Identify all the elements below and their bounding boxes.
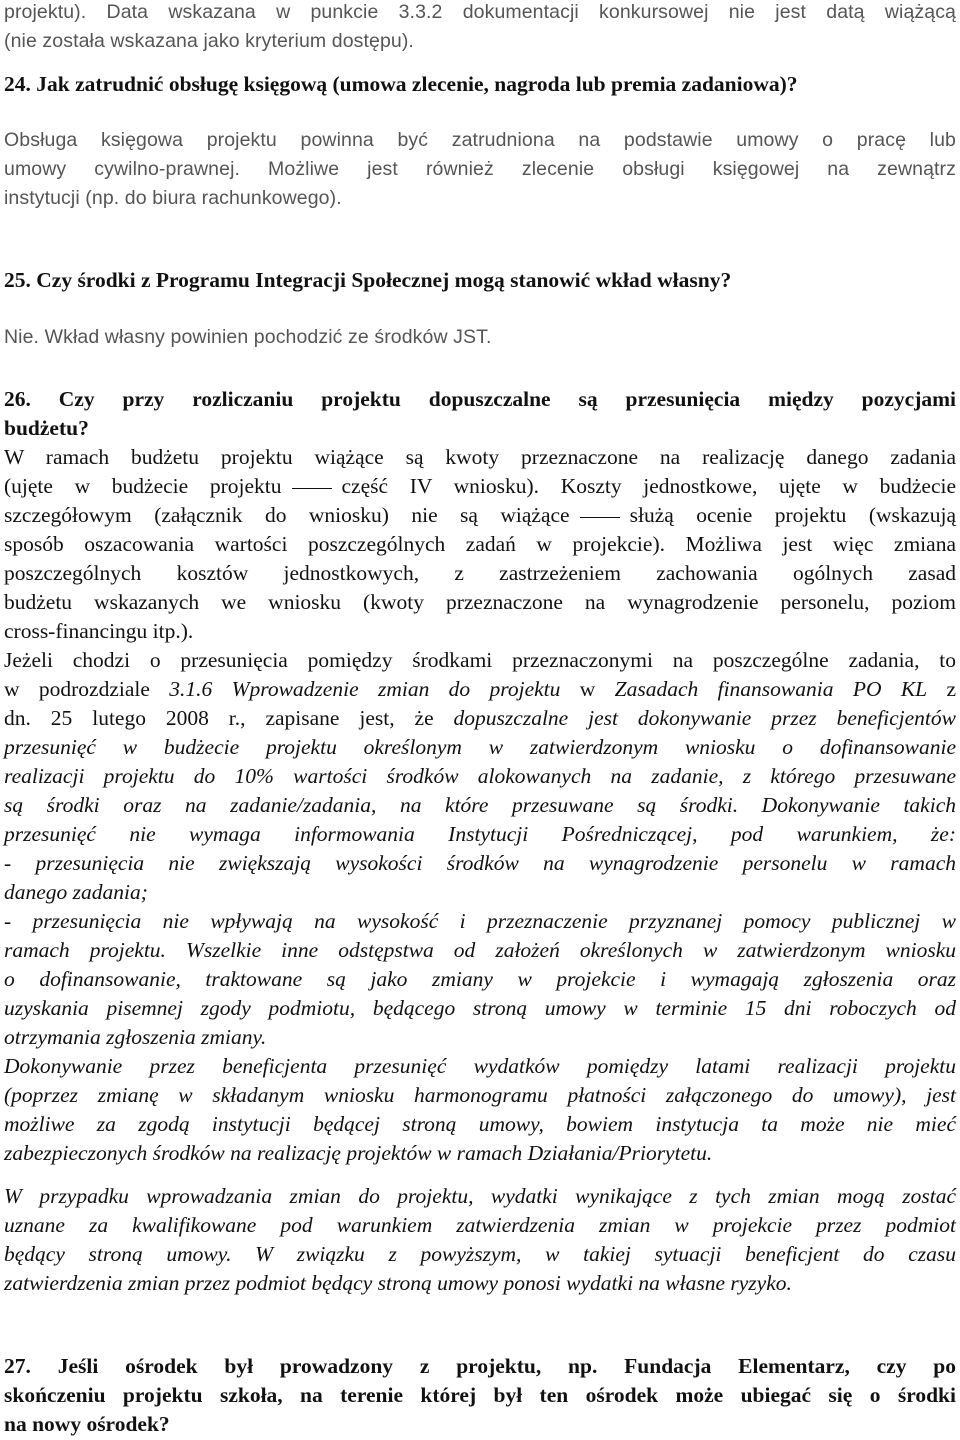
answer-26-p2-line-1: Jeżeli chodzi o przesunięcia pomiędzy środkami przeznaczonymi na poszczególne zadania, to — [4, 648, 956, 672]
answer-25-text: Nie. Wkład własny powinien pochodzić ze środków JST. — [4, 326, 492, 348]
answer-26-p2-line-7: przesunięć nie wymaga informowania Instytucji Pośredniczącej, pod warunkiem, że: — [4, 822, 956, 846]
answer-26-p2-line-8: - przesunięcia nie zwiększają wysokości środków na wynagrodzenie personelu w ramach — [4, 851, 956, 875]
answer-26-p2-line-14: otrzymania zgłoszenia zmiany. — [4, 1025, 267, 1049]
answer-26-paragraph-4 — [4, 1182, 956, 1298]
intro-line-2: (nie została wskazana jako kryterium dostępu). — [4, 30, 414, 52]
question-24-heading — [4, 70, 956, 99]
answer-26-p3-line-3: możliwe za zgodą instytucji będącej stroną umowy, bowiem instytucja ta może nie mieć — [4, 1112, 956, 1136]
answer-26-p4-line-3: będący stroną umowy. W związku z powyższym, w takiej sytuacji beneficjent do czasu — [4, 1242, 956, 1266]
intro-line-1: projektu). Data wskazana w punkcie 3.3.2 dokumentacji konkursowej nie jest datą wiążącą — [4, 1, 956, 23]
question-26-line-2: budżetu? — [4, 416, 89, 440]
answer-25-paragraph — [4, 323, 956, 352]
answer-26-p2-line-5: realizacji projektu do 10% wartości środków alokowanych na zadanie, z którego przesuwane — [4, 764, 956, 788]
question-25-heading — [4, 266, 956, 295]
answer-26-p2-line-4: przesunięć w budżecie projektu określonym w zatwierdzonym wniosku o dofinansowanie — [4, 735, 956, 759]
answer-24-line-3: instytucji (np. do biura rachunkowego). — [4, 187, 342, 209]
answer-26-p1-line-2: (ujęte w budżecie projektu część IV wniosku). Koszty jednostkowe, ujęte w budżecie — [4, 474, 957, 498]
answer-26-p4-line-2: uznane za kwalifikowane pod warunkiem zatwierdzenia zmian w projekcie przez podmiot — [4, 1213, 956, 1237]
answer-24-line-2: umowy cywilno-prawnej. Możliwe jest również zlecenie obsługi księgowej na zewnątrz — [4, 158, 956, 180]
answer-24-paragraph — [4, 126, 956, 213]
answer-26-p3-line-1: Dokonywanie przez beneficjenta przesunięć wydatków pomiędzy latami realizacji projektu — [4, 1054, 956, 1078]
answer-26-p2-line-3: dn. 25 lutego 2008 r., zapisane jest, że dopuszczalne jest dokonywanie przez beneficjentów — [4, 706, 956, 730]
question-26-line-1: 26. Czy przy rozliczaniu projektu dopuszczalne są przesunięcia między pozycjami — [4, 387, 956, 411]
answer-24-line-1: Obsługa księgowa projektu powinna być zatrudniona na podstawie umowy o pracę lub — [4, 129, 956, 151]
answer-26-p1-line-5: poszczególnych kosztów jednostkowych, z zastrzeżeniem zachowania ogólnych zasad — [4, 561, 956, 585]
answer-26-p2-line-9: danego zadania; — [4, 880, 148, 904]
question-27-line-1: 27. Jeśli ośrodek był prowadzony z projektu, np. Fundacja Elementarz, czy po — [4, 1354, 956, 1378]
question-27-line-3: na nowy ośrodek? — [4, 1412, 170, 1436]
question-27-heading — [4, 1352, 956, 1439]
question-25-text: 25. Czy środki z Programu Integracji Społecznej mogą stanowić wkład własny? — [4, 268, 732, 292]
answer-26-p1-line-6: budżetu wskazanych we wniosku (kwoty przeznaczone na wynagrodzenie personelu, poziom — [4, 590, 956, 614]
answer-26-p3-line-2: (poprzez zmianę w składanym wniosku harmonogramu płatności załączonego do umowy), jest — [4, 1083, 956, 1107]
dash-separator — [580, 517, 620, 518]
question-27-line-2: skończeniu projektu szkoła, na terenie której był ten ośrodek może ubiegać się o środki — [4, 1383, 956, 1407]
answer-26-p1-line-7: cross-financingu itp.). — [4, 619, 194, 643]
dash-separator — [292, 488, 332, 489]
answer-26-p2-line-6: są środki oraz na zadanie/zadania, na które przesuwane są środki. Dokonywanie takich — [4, 793, 956, 817]
intro-paragraph — [4, 0, 956, 56]
question-26-heading — [4, 385, 956, 443]
answer-26-p2-line-10: - przesunięcia nie wpływają na wysokość i przeznaczenie przyznanej pomocy publicznej w — [4, 909, 956, 933]
answer-26-paragraph-2 — [4, 646, 956, 1052]
answer-26-p1-line-4: sposób oszacowania wartości poszczególnych zadań w projekcie). Możliwa jest więc zmiana — [4, 532, 956, 556]
answer-26-p2-line-12: o dofinansowanie, traktowane są jako zmiany w projekcie i wymagają zgłoszenia oraz — [4, 967, 956, 991]
answer-26-p3-line-4: zabezpieczonych środków na realizację projektów w ramach Działania/Priorytetu. — [4, 1141, 713, 1165]
question-24-text: 24. Jak zatrudnić obsługę księgową (umowa zlecenie, nagroda lub premia zadaniowa)? — [4, 72, 798, 96]
answer-26-p2-line-13: uzyskania pisemnej zgody podmiotu, będącego stroną umowy w terminie 15 dni roboczych od — [4, 996, 956, 1020]
answer-26-p2-line-11: ramach projektu. Wszelkie inne odstępstwa od założeń określonych w zatwierdzonym wniosku — [4, 938, 956, 962]
answer-26-paragraph-3 — [4, 1052, 956, 1168]
answer-26-p4-line-4: zatwierdzenia zmian przez podmiot będący stroną umowy ponosi wydatki na własne ryzyko. — [4, 1271, 792, 1295]
answer-26-p4-line-1: W przypadku wprowadzania zmian do projektu, wydatki wynikające z tych zmian mogą zostać — [4, 1184, 956, 1208]
answer-26-p2-line-2: w podrozdziale 3.1.6 Wprowadzenie zmian do projektu w Zasadach finansowania PO KL z — [4, 677, 957, 701]
answer-26-p1-line-1: W ramach budżetu projektu wiążące są kwoty przeznaczone na realizację danego zadania — [4, 445, 956, 469]
answer-26-paragraph-1 — [4, 443, 956, 646]
answer-26-p1-line-3: szczegółowym (załącznik do wniosku) nie są wiążące służą ocenie projektu (wskazują — [4, 503, 956, 527]
